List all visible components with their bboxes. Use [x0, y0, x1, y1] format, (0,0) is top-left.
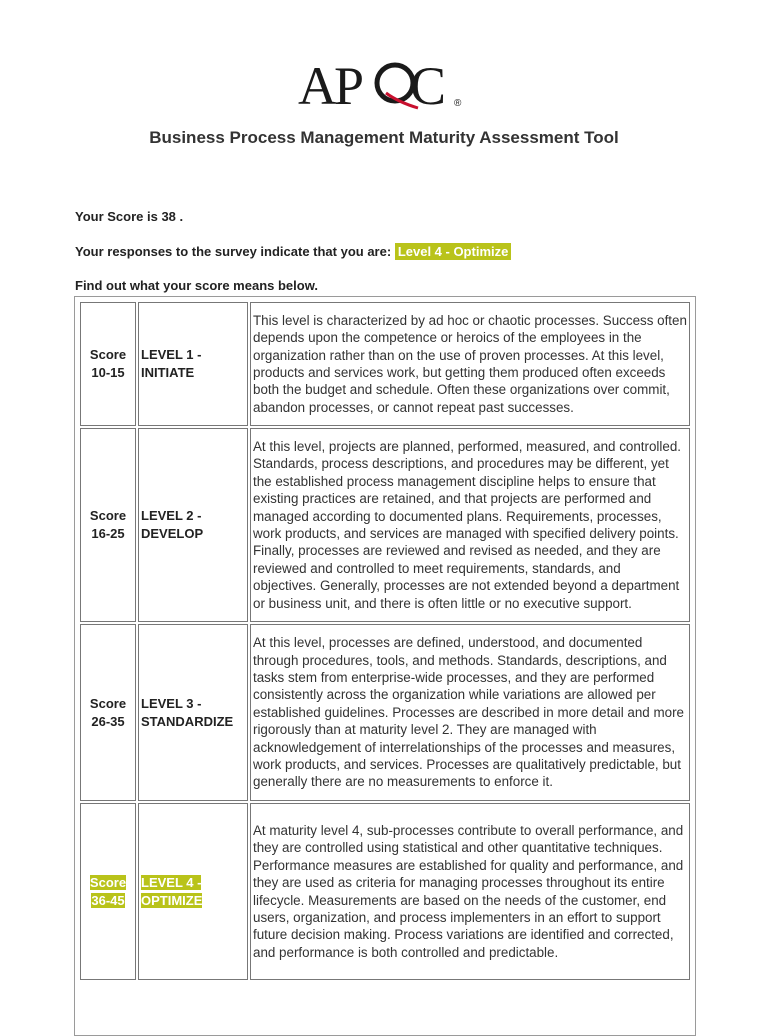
level-number: LEVEL 4 -	[141, 874, 202, 890]
levels-table	[78, 300, 692, 982]
level-name: INITIATE	[141, 365, 195, 380]
find-out-text: Find out what your score means below.	[75, 278, 318, 293]
responses-line	[75, 244, 511, 259]
level-description: At maturity level 4, sub-processes contribute to overall performance, and they are controlled using statistical and other quantitative techniques. Performance measures are established for quality and performance, and they are used as criteria for managing processes throughout its entire lifecycle. Measurements are based on the needs of the customer, end users, organization, and process implementers in an effort to support future decision making. Process variations are identified and corrected, and performance is both controlled and predictable.	[250, 803, 690, 980]
responses-text: Your responses to the survey indicate that you are:	[75, 244, 392, 259]
table-row	[80, 624, 690, 801]
level-name: OPTIMIZE	[141, 892, 203, 908]
score-cell	[80, 302, 136, 426]
level-cell	[138, 428, 248, 622]
score-label: Score	[89, 874, 127, 890]
logo-graphic	[294, 56, 474, 112]
level-badge: Level 4 - Optimize	[395, 243, 512, 260]
level-description: At this level, projects are planned, performed, measured, and controlled. Standards, process descriptions, and procedures may be different, yet the established process management discipline helps to ensure that existing practices are retained, and that projects are performed and managed according to documented plans. Requirements, processes, work products, and services are managed with specified delivery points. Finally, processes are reviewed and revised as needed, and they are reviewed and controlled to meet requirements, standards, and objectives. Generally, processes are not extended beyond a department or business unit, and there is often little or no executive support.	[250, 428, 690, 622]
table-row	[80, 428, 690, 622]
score-range: 10-15	[91, 365, 125, 380]
score-label: Score	[89, 508, 127, 523]
score-text: Your Score is 38 .	[75, 209, 184, 224]
table-row	[80, 302, 690, 426]
level-cell	[138, 803, 248, 980]
level-number: LEVEL 3 -	[141, 695, 202, 711]
page-title: Business Process Management Maturity Assessment Tool	[149, 128, 619, 147]
level-cell	[138, 624, 248, 801]
score-range: 26-35	[91, 713, 125, 729]
level-description: This level is characterized by ad hoc or chaotic processes. Success often depends upon the competence or heroics of the employees in the organization rather than on the use of proven processes. At this level, products and services work, but getting them produced often exceeds both the budget and schedule. Often these organizations over commit, abandon processes, or cannot repeat past successes.	[250, 302, 690, 426]
svg-text:AP: AP	[298, 56, 362, 112]
score-cell	[80, 624, 136, 801]
score-label: Score	[89, 695, 127, 711]
level-name: STANDARDIZE	[141, 713, 234, 729]
level-name: DEVELOP	[141, 526, 204, 541]
level-number: LEVEL 1 -	[141, 347, 202, 362]
level-cell	[138, 302, 248, 426]
score-range: 16-25	[91, 526, 125, 541]
score-range: 36-45	[91, 892, 125, 908]
table-row	[80, 803, 690, 980]
svg-text:C: C	[410, 56, 447, 112]
apqc-logo	[0, 56, 768, 117]
maturity-table	[74, 296, 696, 1036]
level-number: LEVEL 2 -	[141, 508, 202, 523]
score-cell	[80, 803, 136, 980]
level-description: At this level, processes are defined, understood, and documented through procedures, tools, and methods. Standards, descriptions, and tasks stem from enterprise-wide processes, and they are performed consistently across the organization while variations are allowed per established guidelines. Processes are described in more detail and more rigorously than at maturity level 2. They are managed with acknowledgement of interrelationships of the processes and measures, work products, and services. Processes are qualitatively predictable, but generally there are no measurements to enforce it.	[250, 624, 690, 801]
score-label: Score	[89, 347, 127, 362]
svg-text:®: ®	[454, 98, 462, 109]
score-cell	[80, 428, 136, 622]
